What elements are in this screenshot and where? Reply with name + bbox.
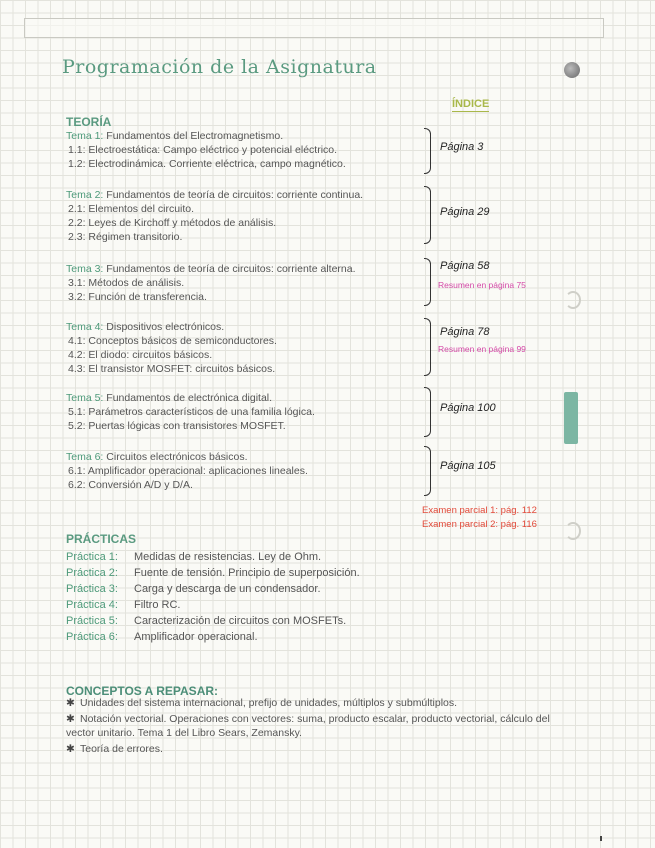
- subtopic: 4.1: Conceptos básicos de semiconductores.: [68, 335, 277, 347]
- practica-text: Fuente de tensión. Principio de superposición.: [134, 567, 360, 579]
- tema-name: Fundamentos de electrónica digital.: [106, 392, 273, 404]
- tema-name: Fundamentos de teoría de circuitos: corriente continua.: [106, 189, 364, 201]
- binder-hole: [565, 291, 581, 309]
- brace: [424, 186, 431, 244]
- subtopic: 6.1: Amplificador operacional: aplicaciones lineales.: [68, 465, 308, 477]
- page-ref: Página 100: [440, 402, 496, 414]
- notebook-tab: [564, 392, 578, 444]
- indice-label: ÍNDICE: [452, 98, 490, 110]
- asterisk-icon: ✱: [66, 713, 75, 725]
- practica-item: [66, 582, 321, 597]
- page-mark: [600, 836, 602, 841]
- resumen-note: Resumen en página 75: [438, 280, 526, 290]
- subtopic: 2.3: Régimen transitorio.: [68, 231, 183, 243]
- page-ref: Página 78: [440, 326, 490, 338]
- subtopic: 3.1: Métodos de análisis.: [68, 277, 185, 289]
- subtopic: 5.2: Puertas lógicas con transistores MOSFET.: [68, 420, 286, 432]
- brace: [424, 258, 431, 306]
- tema-block: [66, 262, 426, 304]
- brace: [424, 446, 431, 496]
- subtopic: 2.1: Elementos del circuito.: [68, 203, 195, 215]
- practica-label: Práctica 1:: [66, 551, 118, 563]
- teoria-heading: TEORÍA: [66, 115, 112, 129]
- tema-label: Tema 6:: [66, 451, 104, 463]
- practica-item: [66, 550, 321, 565]
- binder-hole: [564, 62, 580, 78]
- tema-name: Fundamentos del Electromagnetismo.: [106, 130, 284, 142]
- tema-block: [66, 129, 426, 171]
- practica-item: [66, 630, 258, 645]
- concept-text: Unidades del sistema internacional, prefijo de unidades, múltiplos y submúltiplos.: [80, 697, 458, 709]
- practica-item: [66, 566, 360, 581]
- tema-title: [66, 129, 426, 143]
- tema-block: [66, 188, 426, 244]
- tema-label: Tema 4:: [66, 321, 104, 333]
- page-ref: Página 58: [440, 260, 490, 272]
- tema-label: Tema 3:: [66, 263, 104, 275]
- concept-item: [66, 742, 566, 756]
- asterisk-icon: ✱: [66, 697, 75, 709]
- brace: [424, 128, 431, 174]
- practica-text: Amplificador operacional.: [134, 631, 258, 643]
- header-box: [24, 18, 604, 38]
- concept-item: [66, 696, 566, 710]
- subtopic: 1.2: Electrodinámica. Corriente eléctrica, campo magnético.: [68, 158, 346, 170]
- tema-name: Dispositivos electrónicos.: [106, 321, 225, 333]
- concept-text: Teoría de errores.: [80, 743, 163, 755]
- conceptos-heading: CONCEPTOS A REPASAR:: [66, 684, 219, 698]
- tema-label: Tema 1:: [66, 130, 104, 142]
- practica-label: Práctica 3:: [66, 583, 118, 595]
- subtopic: 1.1: Electroestática: Campo eléctrico y potencial eléctrico.: [68, 144, 338, 156]
- practica-label: Práctica 5:: [66, 615, 118, 627]
- brace: [424, 318, 431, 376]
- examen-note: Examen parcial 1: pág. 112: [422, 505, 537, 516]
- binder-hole: [565, 522, 581, 540]
- examen-note: Examen parcial 2: pág. 116: [422, 519, 537, 530]
- tema-block: [66, 320, 426, 376]
- tema-label: Tema 5:: [66, 392, 104, 404]
- tema-title: [66, 320, 426, 334]
- page-ref: Página 105: [440, 460, 496, 472]
- tema-name: Fundamentos de teoría de circuitos: corriente alterna.: [106, 263, 356, 275]
- subtopic: 3.2: Función de transferencia.: [68, 291, 207, 303]
- practica-text: Medidas de resistencias. Ley de Ohm.: [134, 551, 322, 563]
- practica-label: Práctica 6:: [66, 631, 118, 643]
- practica-label: Práctica 2:: [66, 567, 118, 579]
- practica-text: Carga y descarga de un condensador.: [134, 583, 321, 595]
- concept-item: [66, 712, 566, 740]
- subtopic: 4.2: El diodo: circuitos básicos.: [68, 349, 213, 361]
- asterisk-icon: ✱: [66, 743, 75, 755]
- subtopic: 5.1: Parámetros característicos de una familia lógica.: [68, 406, 315, 418]
- brace: [424, 387, 431, 437]
- resumen-note: Resumen en página 99: [438, 344, 526, 354]
- practicas-heading: PRÁCTICAS: [66, 532, 137, 546]
- tema-title: [66, 188, 426, 202]
- page-ref: Página 3: [440, 141, 484, 153]
- practica-text: Filtro RC.: [134, 599, 181, 611]
- tema-name: Circuitos electrónicos básicos.: [106, 451, 248, 463]
- tema-block: [66, 391, 426, 433]
- practica-item: [66, 614, 346, 629]
- practica-item: [66, 598, 180, 613]
- tema-title: [66, 262, 426, 276]
- tema-label: Tema 2:: [66, 189, 104, 201]
- practica-text: Caracterización de circuitos con MOSFETs.: [134, 615, 347, 627]
- page-ref: Página 29: [440, 206, 490, 218]
- subtopic: 4.3: El transistor MOSFET: circuitos básicos.: [68, 363, 276, 375]
- tema-title: [66, 450, 426, 464]
- concept-text: Notación vectorial. Operaciones con vectores: suma, producto escalar, producto vectorial, cálculo del vector unitario. Tema 1 del Libro Sears, Zemansky.: [66, 713, 550, 739]
- tema-block: [66, 450, 426, 492]
- practica-label: Práctica 4:: [66, 599, 118, 611]
- page-title: Programación de la Asignatura: [62, 56, 377, 78]
- tema-title: [66, 391, 426, 405]
- subtopic: 6.2: Conversión A/D y D/A.: [68, 479, 193, 491]
- subtopic: 2.2: Leyes de Kirchoff y métodos de análisis.: [68, 217, 277, 229]
